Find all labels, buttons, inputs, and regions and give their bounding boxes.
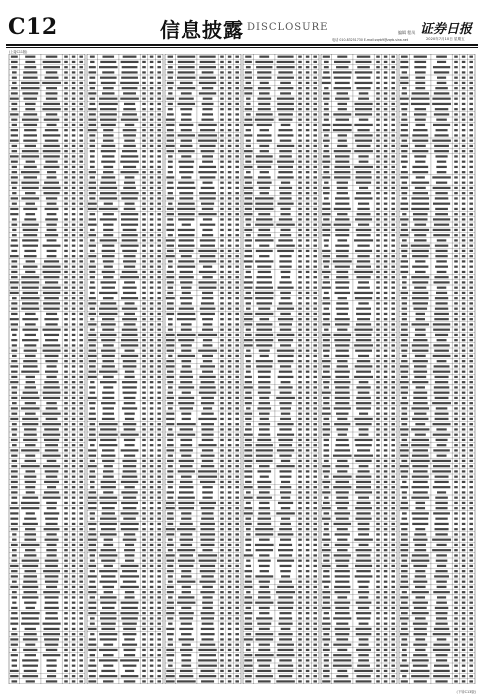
contact-info: 电话 010-83251730 E-mail:zqrb9@zqrb.sina.net [332,38,408,42]
page-header [0,0,484,44]
table-block [243,54,319,684]
footer-note: (下转C13版) [456,690,476,694]
table-block [87,54,163,684]
header-rule-thin [6,47,478,48]
tables-svg [8,54,476,684]
disclosure-tables [8,54,476,684]
page-number: C12 [8,14,58,40]
editor-credit: 编辑 程凤 [398,30,416,35]
table-block [165,54,241,684]
section-title-en: DISCLOSURE [247,22,329,33]
table-block [9,54,85,684]
table-block [399,54,475,684]
table-block [321,54,397,684]
issue-date: 2020年7月10日 星期五 [426,37,465,41]
header-rule [6,44,478,46]
continued-label: (上接C11版) [9,50,28,54]
newspaper-logo: 证券日报 [420,22,473,37]
section-title: 信息披露 [160,18,244,42]
